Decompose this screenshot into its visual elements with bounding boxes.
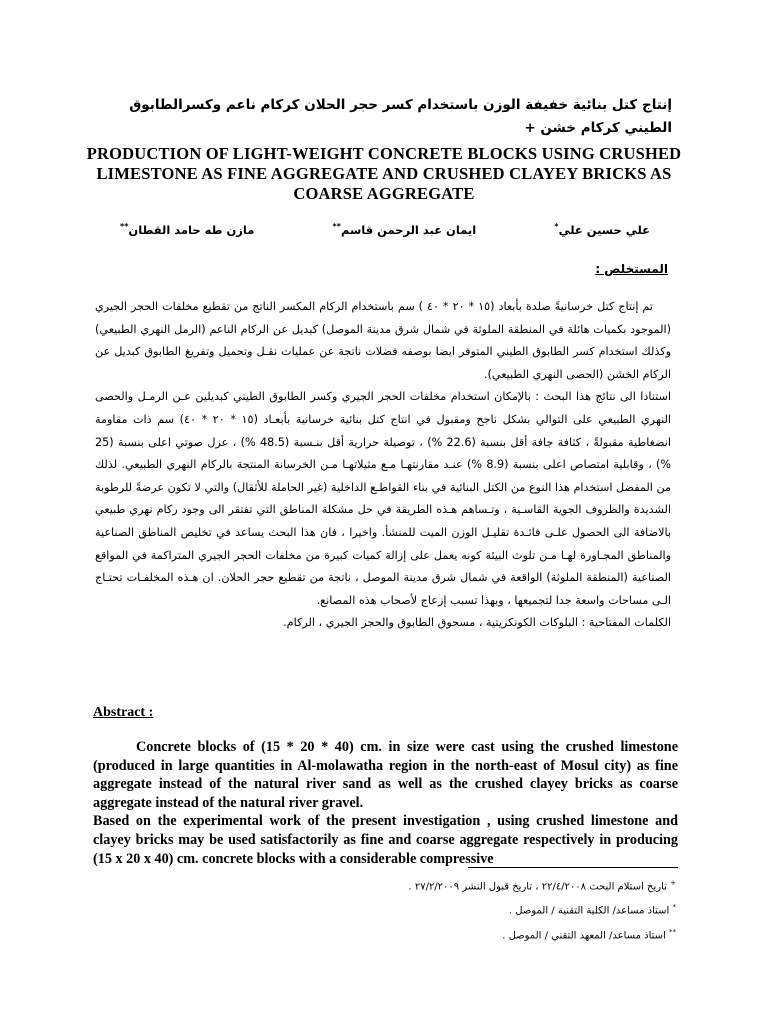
english-abstract-heading: Abstract : — [93, 705, 154, 720]
footnote-text: استاذ مساعد/ الكلية التقنية / الموصل . — [508, 905, 670, 917]
author-3 — [120, 222, 254, 237]
english-abstract — [93, 738, 678, 868]
footnote-divider — [468, 867, 678, 868]
footnote-text: تاريخ استلام البحث ٢٢/٤/٢٠٠٨ ، تاريخ قبول النشر ٢٧/٢/٢٠٠٩ . — [408, 881, 667, 893]
english-paragraph: Based on the experimental work of the present investigation , using crushed limestone and clayey bricks may be used satisfactorily as fine and coarse aggregate respectively in producing (15 x 20 x 40) cm. concrete blocks with a considerable compressive — [93, 813, 678, 867]
arabic-title: إنتاج كتل بنائية خفيفة الوزن باستخدام كسر حجر الحلان كركام ناعم وكسرالطابوق الطيني كركام خشن + — [129, 97, 672, 136]
arabic-abstract-heading: المستخلص : — [595, 262, 668, 276]
footnote-mark: * — [672, 903, 676, 912]
author-name: مازن طه حامد القطان — [128, 222, 255, 237]
footnote-mark: + — [670, 879, 676, 887]
author-affiliation-mark: ** — [120, 222, 129, 231]
arabic-paragraph: تم إنتاج كتل خرسانيةً صلدة بأبعاد (١٥ * ٢٠ * ٤٠ ) سم باستخدام الركام المكسر الناتج من تقطيع مخلفات الحجر الجيري (الموجود بكميات هائلة في المنطقة الملوثة في شمال شرق مدينة الموصل) كبديل عن الركام الناعم (الرمل النهري الطبيعي) وكذلك استخدام كسر الطابوق الطيني المتوفر ايضا بوصفه فضلات ناتجة عن عمليات نقـل وتحميل وتفريغ الطابوق كبديل عن الركام الخشن (الحصى النهري الطبيعي). — [95, 300, 671, 381]
footnotes — [116, 873, 676, 946]
author-affiliation-mark: ** — [332, 222, 341, 231]
author-list — [120, 222, 650, 237]
footnote — [116, 922, 676, 946]
arabic-abstract — [95, 296, 671, 635]
footnote — [116, 897, 676, 921]
author-2 — [333, 222, 477, 237]
author-affiliation-mark: * — [554, 222, 559, 231]
english-abstract-heading-text: Abstract — [93, 705, 146, 720]
english-title: PRODUCTION OF LIGHT-WEIGHT CONCRETE BLOCKS USING CRUSHED LIMESTONE AS FINE AGGREGATE AND CRUSHED CLAYEY BRICKS AS COARSE AGGREGATE — [86, 144, 682, 203]
author-name: علي حسين علي — [558, 222, 650, 237]
footnote-mark: ** — [669, 927, 676, 936]
footnote-text: استاذ مساعد/ المعهد التقني / الموصل . — [502, 929, 666, 941]
keywords: الكلمات المفتاحية : البلوكات الكونكريتية ، مسحوق الطابوق والحجر الجيري ، الركام. — [283, 616, 671, 630]
author-name: ايمان عبد الرحمن قاسم — [340, 222, 477, 237]
author-1 — [554, 222, 650, 237]
footnote — [116, 873, 676, 897]
english-paragraph: Concrete blocks of (15 * 20 * 40) cm. in size were cast using the crushed limestone (produced in large quantities in Al-molawatha region in the north-east of Mosul city) as fine aggregate instead of the natural river sand as well as the crushed clayey bricks as coarse aggregate instead of the natural river gravel. — [93, 739, 678, 811]
arabic-paragraph: استنادا الى نتائج هذا البحث : بالإمكان استخدام مخلفات الحجر الجيري وكسر الطابوق الطيني كبديلين عـن الرمـل والحصى النهري الطبيعي على التوالي بشكل ناجح ومقبول في انتاج كتل بنائية خرسانية بأبعـاد (١٥ * ٢٠ * ٤٠) سم ذات مقاومة انضغاطية مقبولةً ، كثافة جافة أقل بنسبة (22.6 %) ، توصيلة حرارية أقل بنـسبة (48.5 %) ، عزل صوتي اعلى بنسبة (25 %) ، وقابلية امتصاص اعلى بنسبة (8.9 %) عنـد مقارنتهـا مـع مثيلاتهـا مـن الخرسانة المنتجة بالركام النهري الطبيعي. لذلك من المفضل استخدام هذا النوع من الكتل البنائية في بناء القواطـع الداخلية (غير الحاملة للأثقال) والتي لا تكون عرضةً للرطوبة الشديدة والظروف الجوية القاسـية ، وتـساهم هـذه الطريقة في حل مشكلة المناطق التي تفتقر الى وجود ركام نهري طبيعي بالاضافة الى الحصول علـى فائـدة تقليـل الوزن الميت للمنشأ. واخيرا ، فان هذا البحث يساعد في تخليص المناطق الصناعية والمناطق المجـاورة لهـا مـن تلوث البيئة كونه يعمل على إزالة كميات كبيرة من مخلفات الحجر الجيري المتراكمة في المواقع الصناعية (المنطقة الملوثة) الواقعة في شمال شرق مدينة الموصل ، ناتجة من تقطيع حجر الحلان. ان هـذه المخلفـات تحتـاج الـى مساحات واسعة جدا لتجميعها ، وبهذا تسبب إزعاج لأصحاب هذه المصانع. — [95, 390, 671, 607]
